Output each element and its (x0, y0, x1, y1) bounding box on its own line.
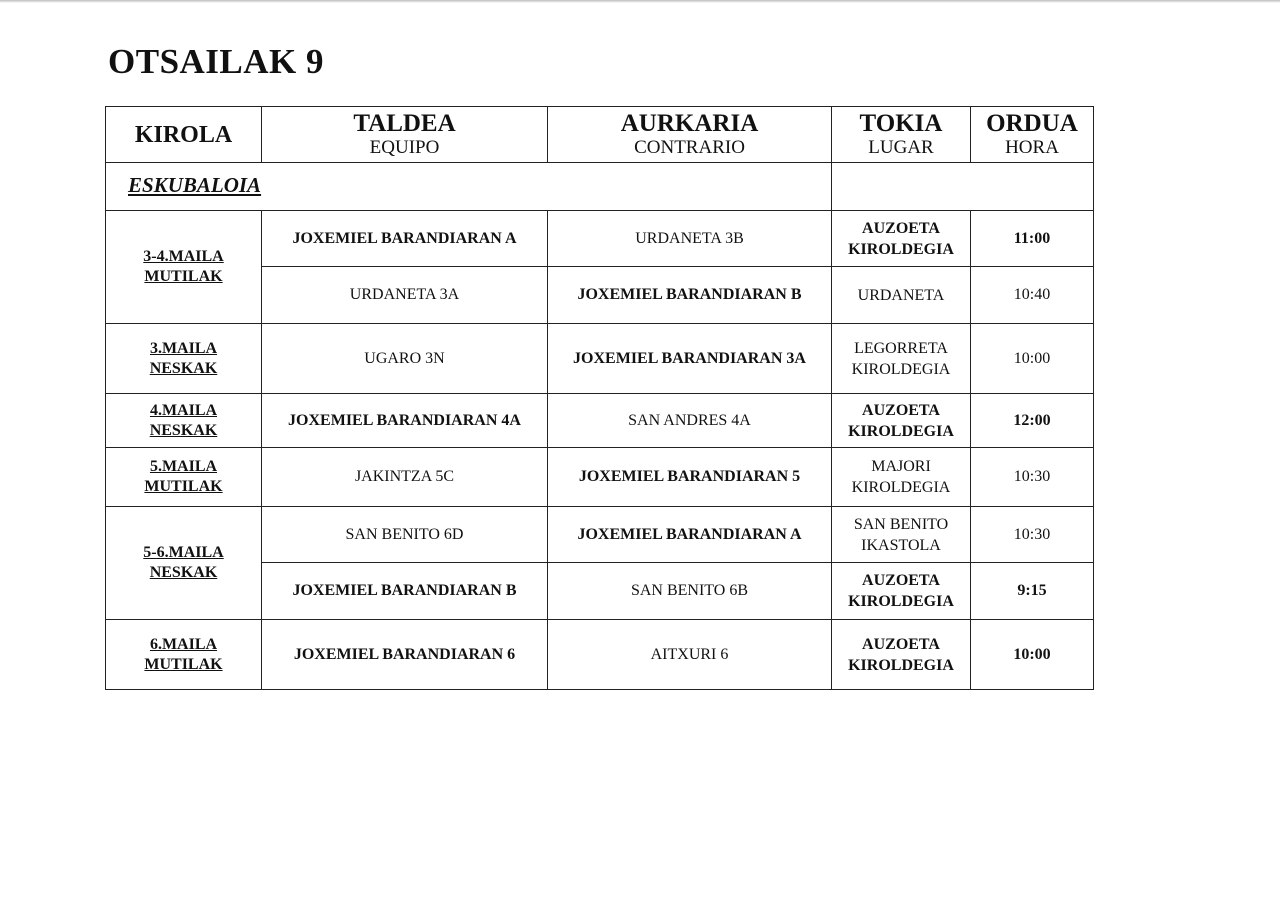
category-cell: 3-4.MAILA MUTILAK (106, 211, 262, 324)
table-row (106, 448, 1094, 507)
section-title-cell (106, 163, 832, 211)
time-cell: 9:15 (971, 563, 1094, 620)
category-cell: 6.MAILA MUTILAK (106, 620, 262, 690)
time-cell: 10:30 (971, 448, 1094, 507)
team-cell: JOXEMIEL BARANDIARAN A (262, 211, 548, 267)
time-cell: 10:00 (971, 620, 1094, 690)
team-cell: JOXEMIEL BARANDIARAN 6 (262, 620, 548, 690)
opponent-cell: JOXEMIEL BARANDIARAN 3A (548, 324, 832, 394)
place-cell: AUZOETA KIROLDEGIA (832, 563, 971, 620)
header-kirola: KIROLA (106, 107, 262, 163)
team-cell: JAKINTZA 5C (262, 448, 548, 507)
header-ordua: ORDUA HORA (971, 107, 1094, 163)
time-cell: 12:00 (971, 394, 1094, 448)
opponent-cell: URDANETA 3B (548, 211, 832, 267)
opponent-cell: AITXURI 6 (548, 620, 832, 690)
opponent-cell: JOXEMIEL BARANDIARAN 5 (548, 448, 832, 507)
scan-edge (0, 0, 1280, 3)
place-cell: AUZOETA KIROLDEGIA (832, 620, 971, 690)
opponent-cell: SAN ANDRES 4A (548, 394, 832, 448)
place-cell: MAJORI KIROLDEGIA (832, 448, 971, 507)
opponent-cell: JOXEMIEL BARANDIARAN B (548, 267, 832, 324)
table-row (106, 394, 1094, 448)
table-row (106, 620, 1094, 690)
time-cell: 10:30 (971, 507, 1094, 563)
time-cell: 10:40 (971, 267, 1094, 324)
place-cell: LEGORRETA KIROLDEGIA (832, 324, 971, 394)
team-cell: SAN BENITO 6D (262, 507, 548, 563)
schedule-table (105, 106, 1094, 690)
place-cell: URDANETA (832, 267, 971, 324)
header-taldea: TALDEA EQUIPO (262, 107, 548, 163)
page-title: OTSAILAK 9 (108, 42, 325, 81)
section-empty-cell (832, 163, 1094, 211)
category-cell: 3.MAILA NESKAK (106, 324, 262, 394)
team-cell: JOXEMIEL BARANDIARAN 4A (262, 394, 548, 448)
section-title: ESKUBALOIA (128, 173, 262, 197)
category-cell: 5.MAILA MUTILAK (106, 448, 262, 507)
place-cell: AUZOETA KIROLDEGIA (832, 394, 971, 448)
place-cell: AUZOETA KIROLDEGIA (832, 211, 971, 267)
opponent-cell: SAN BENITO 6B (548, 563, 832, 620)
section-row (106, 163, 1094, 211)
category-cell: 4.MAILA NESKAK (106, 394, 262, 448)
team-cell: JOXEMIEL BARANDIARAN B (262, 563, 548, 620)
header-aurkaria: AURKARIA CONTRARIO (548, 107, 832, 163)
table-row (106, 507, 1094, 563)
table-row (106, 324, 1094, 394)
time-cell: 10:00 (971, 324, 1094, 394)
header-row (106, 107, 1094, 163)
team-cell: UGARO 3N (262, 324, 548, 394)
opponent-cell: JOXEMIEL BARANDIARAN A (548, 507, 832, 563)
table-row (106, 211, 1094, 267)
header-tokia: TOKIA LUGAR (832, 107, 971, 163)
team-cell: URDANETA 3A (262, 267, 548, 324)
place-cell: SAN BENITO IKASTOLA (832, 507, 971, 563)
category-cell: 5-6.MAILA NESKAK (106, 507, 262, 620)
time-cell: 11:00 (971, 211, 1094, 267)
